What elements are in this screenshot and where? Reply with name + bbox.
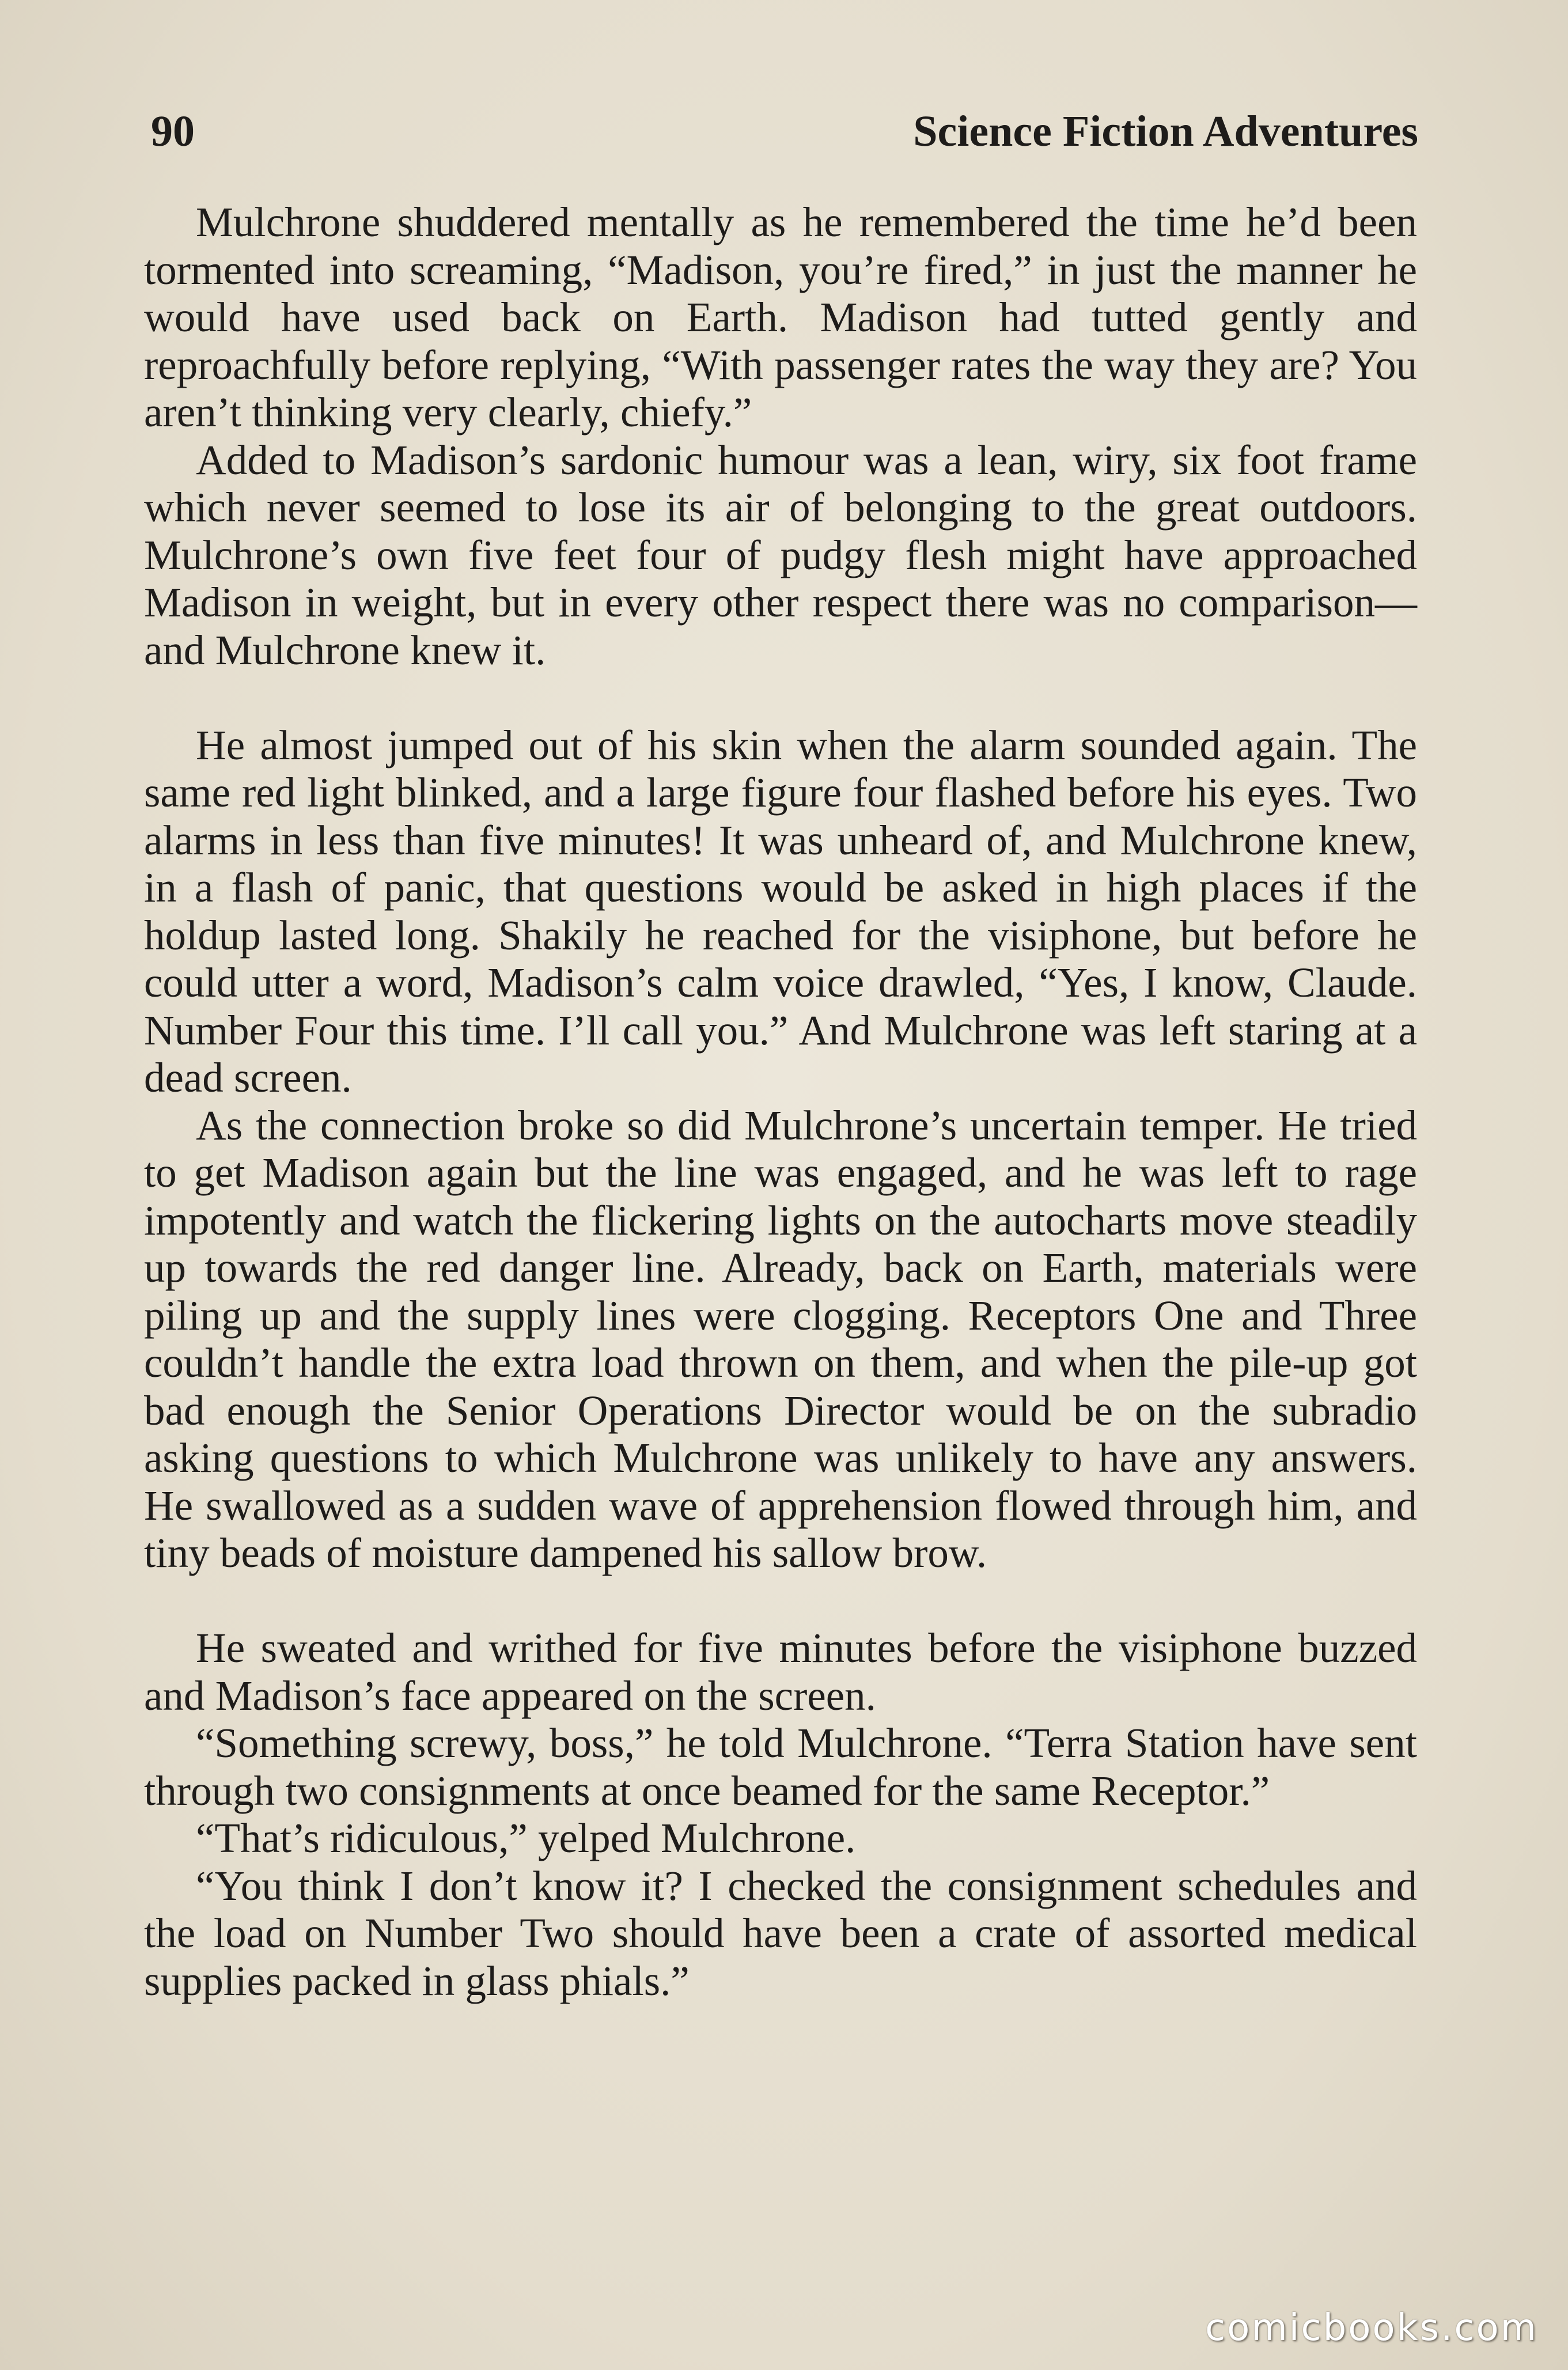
page-header [151, 97, 1418, 166]
running-title: Science Fiction Adventures [913, 107, 1418, 156]
paragraph: “That’s ridiculous,” yelped Mulchrone. [196, 1815, 856, 1861]
paragraph: Mulchrone shuddered mentally as he remembered the time he’d been tormented into screaming, “Madison, you’re fired,” in just the manner he would have used back on Earth. Madison had tutted gently and reproachfully before replying, “With passenger rates the way they are? You aren’t thinking very clearly, chiefy.” [144, 199, 1417, 436]
page-number: 90 [151, 107, 195, 156]
section-break [144, 674, 1417, 722]
paragraph: He almost jumped out of his skin when the alarm sounded again. The same red light blinked, and a large figure four flashed before his eyes. Two alarms in less than five minutes! It was unheard of, and Mulchrone knew, in a flash of panic, that questions would be asked in high places if the holdup lasted long. Shakily he reached for the visiphone, but before he could utter a word, Madison’s calm voice drawled, “Yes, I know, Claude. Number Four this time. I’ll call you.” And Mulchrone was left staring at a dead screen. [144, 721, 1417, 1101]
watermark: comicbooks.com [1205, 2307, 1538, 2349]
paragraph: “You think I don’t know it? I checked the consignment schedules and the load on Number Two should have been a crate of assorted medical supplies packed in glass phials.” [144, 1862, 1417, 2004]
paragraph: As the connection broke so did Mulchrone’s uncertain temper. He tried to get Madison again but the line was engaged, and he was left to rage impotently and watch the flickering lights on the autocharts move steadily up towards the red danger line. Already, back on Earth, materials were piling up and the supply lines were clogging. Receptors One and Three couldn’t handle the extra load thrown on them, and when the pile-up got bad enough the Senior Operations Director would be on the subradio asking questions to which Mulchrone was unlikely to have any answers. He swallowed as a sudden wave of apprehension flowed through him, and tiny beads of moisture dampened his sallow brow. [144, 1101, 1417, 1576]
body-text [144, 199, 1417, 2005]
paragraph: He sweated and writhed for five minutes before the visiphone buzzed and Madison’s face appeared on the screen. [144, 1625, 1417, 1719]
paragraph: Added to Madison’s sardonic humour was a lean, wiry, six foot frame which never seemed to lose its air of belonging to the great outdoors. Mulchrone’s own five feet four of pudgy flesh might have approached Madison in weight, but in every other respect there was no comparison—and Mulchrone knew it. [144, 436, 1417, 673]
section-break [144, 1577, 1417, 1625]
paragraph: “Something screwy, boss,” he told Mulchrone. “Terra Station have sent through two consignments at once beamed for the same Receptor.” [144, 1720, 1417, 1814]
